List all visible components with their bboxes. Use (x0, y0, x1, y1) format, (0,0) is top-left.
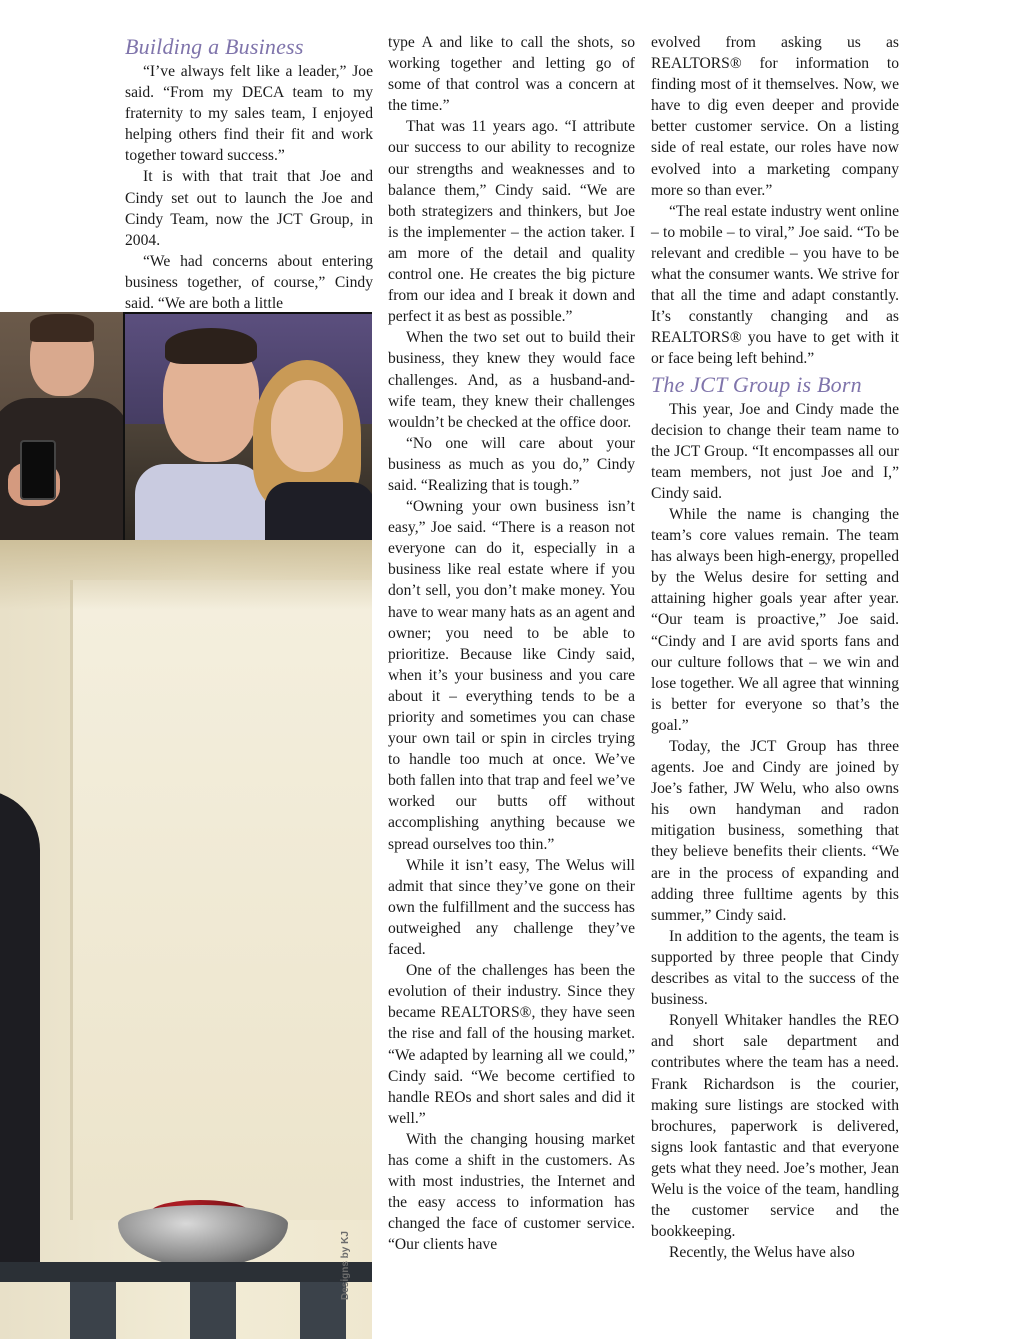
paragraph: One of the challenges has been the evolution of their industry. Since they became REALTORS®, they have seen the rise and fall of the housing market. “We adapted by learning all we could,” Cindy said. “We become certified to handle REOs and short sales and did it well.” (388, 962, 635, 1127)
article-column-1 (125, 34, 373, 314)
paragraph: While the name is changing the team’s core values remain. The team has always been high-energy, propelled by the Welus desire for setting and attaining higher goals year after year. “Our team is proactive,” Joe said. “Cindy and I are avid sports fans and our culture follows that – we win and lose together. We all agree that winning is better for everyone so that’s the goal.” (651, 505, 899, 734)
paragraph: That was 11 years ago. “I attribute our success to our ability to recognize our strengths and weaknesses and to balance them,” Cindy said. “We are both strategizers and thinkers, but Joe is the implementer – the action taker. I am more of the detail and quality control one. He creates the big picture from our idea and I break it down and perfect it as best as possible.” (388, 118, 635, 326)
photo-credit: Designs by KJ (340, 1231, 351, 1300)
paragraph: When the two set out to build their business, they knew they would face challenges. And, as a husband-and-wife team, they knew their challenges wouldn’t be checked at the office door. (388, 329, 635, 431)
paragraph: “We had concerns about entering business together, of course,” Cindy said. “We are both a little (125, 252, 373, 313)
paragraph: “No one will care about your business as much as you do,” Cindy said. “Realizing that is tough.” (388, 434, 635, 494)
photo-couple-selfie (125, 314, 372, 540)
photo-interior-with-bowl (0, 540, 372, 1339)
paragraph: While it isn’t easy, The Welus will admit that since they’ve gone on their own the fulfillment and the success has outweighed any challenge they’ve faced. (388, 856, 635, 959)
paragraph: Ronyell Whitaker handles the REO and short sale department and contributes where the team has a need. Frank Richardson is the courier, making sure listings are stocked with brochures, paperwork is delivered, signs look fantastic and that everyone gets what they need. Joe’s mother, Jean Welu is the voice of the team, handling the customer service and the bookkeeping. (651, 1012, 899, 1241)
paragraph: type A and like to call the shots, so working together and letting go of some of that control was a concern at the time.” (388, 34, 635, 115)
paragraph: It is with that trait that Joe and Cindy set out to launch the Joe and Cindy Team, now the JCT Group, in 2004. (125, 168, 373, 249)
paragraph: “The real estate industry went online – to mobile – to viral,” Joe said. “To be relevant and credible – you have to be what the consumer wants. We strive for that all the time and adapt constantly. It’s constantly changing and as REALTORS® you have to get with it or face being left behind.” (651, 202, 899, 368)
article-column-3 (651, 32, 899, 1263)
subhead-jct-group-is-born: The JCT Group is Born (651, 371, 862, 397)
paragraph: Today, the JCT Group has three agents. Joe and Cindy are joined by Joe’s father, JW Welu, who also owns his own handyman and radon mitigation business, something that they believe benefits their clients. “We are in the process of expanding and adding three fulltime agents by this summer,” Cindy said. (651, 738, 899, 924)
paragraph: “I’ve always felt like a leader,” Joe said. “From my DECA team to my fraternity to my sales team, I enjoyed helping others find their fit and work together toward success.” (125, 63, 373, 165)
paragraph: This year, Joe and Cindy made the decision to change their team name to the JCT Group. “It encompasses all our team members, not just Joe and I,” Cindy said. (651, 400, 899, 502)
paragraph: Recently, the Welus have also (669, 1244, 855, 1262)
paragraph: “Owning your own business isn’t easy,” Joe said. “There is a reason not everyone can do it, especially in a business like real estate where if you don’t sell, you don’t make money. You have to wear many hats as an agent and owner; you need to be able to prioritize. Because like Cindy said, when it’s your business and you care about it – everything tends to be a priority and sometimes you can chase your own tail or spin in circles trying to handle too much at once. We’ve both fallen into that trap and feel we’ve worked our butts off without accomplishing anything because we spread ourselves too thin.” (388, 498, 635, 853)
paragraph: evolved from asking us as REALTORS® for information to finding most of it themselves. Now, we have to dig even deeper and provide better customer service. On a listing side of real estate, our roles have now evolved into a marketing company more so than ever.” (651, 34, 899, 199)
photo-man-with-phone (0, 312, 123, 540)
subhead-building-a-business: Building a Business (125, 34, 304, 59)
paragraph: With the changing housing market has come a shift in the customers. As with most industries, the Internet and the easy access to information has changed the face of customer service. “Our clients have (388, 1130, 635, 1254)
paragraph: In addition to the agents, the team is supported by three people that Cindy describes as vital to the success of the business. (651, 927, 899, 1009)
article-column-2 (388, 32, 635, 1255)
photo-collage (0, 312, 372, 1339)
